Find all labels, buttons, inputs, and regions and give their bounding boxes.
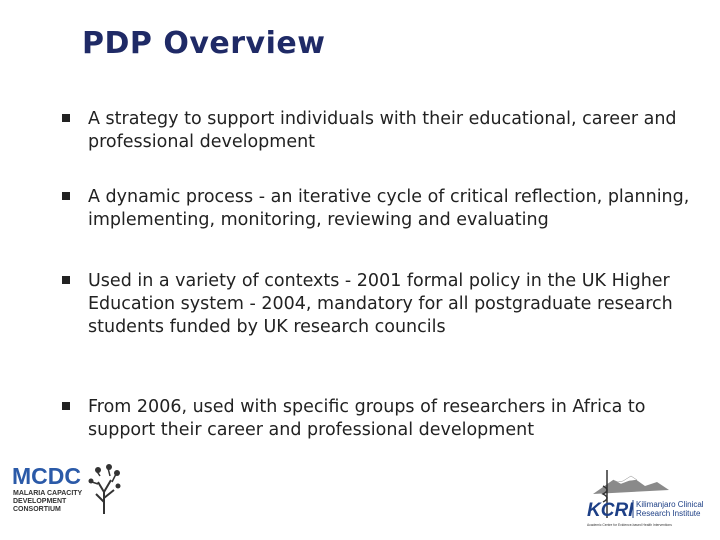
square-bullet-icon xyxy=(62,402,70,410)
tree-icon xyxy=(92,468,116,514)
bullet-text: Used in a variety of contexts - 2001 formal policy in the UK Higher Education system - 2004, mandatory for all postgraduate research students funded by UK research councils xyxy=(88,271,673,337)
mcdc-logo xyxy=(12,462,130,517)
mountain-icon xyxy=(593,476,669,494)
square-bullet-icon xyxy=(62,276,70,284)
kcri-logo-abbr: KCRI xyxy=(587,500,634,521)
square-bullet-icon xyxy=(62,114,70,122)
kcri-logo-tagline: Academic Centre for Evidence-based Health Interventions xyxy=(587,523,672,527)
mcdc-logo-abbr: MCDC xyxy=(12,463,81,489)
mcdc-logo-line1: MALARIA CAPACITY xyxy=(13,490,83,497)
square-bullet-icon xyxy=(62,192,70,200)
bullet-text: A dynamic process - an iterative cycle of critical reflection, planning, implementing, monitoring, reviewing and evaluating xyxy=(88,187,690,230)
kcri-logo xyxy=(585,466,710,530)
kcri-logo-line1: Kilimanjaro Clinical xyxy=(636,500,704,509)
bullet-text: A strategy to support individuals with their educational, career and professional development xyxy=(88,109,677,152)
slide-title: PDP Overview xyxy=(82,26,326,61)
bullet-text: From 2006, used with specific groups of researchers in Africa to support their career and professional development xyxy=(88,397,646,440)
mcdc-logo-line2: DEVELOPMENT xyxy=(13,498,67,505)
mcdc-logo-line3: CONSORTIUM xyxy=(13,506,61,513)
kcri-logo-line2: Research Institute xyxy=(636,509,701,518)
